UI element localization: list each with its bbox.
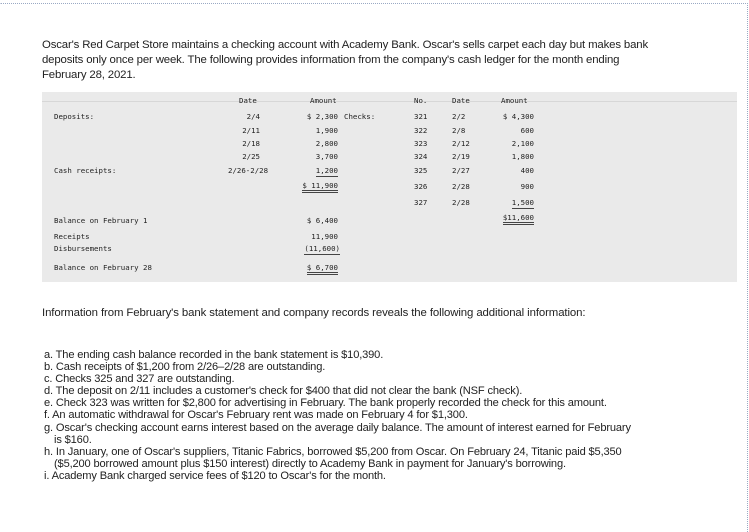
info-item: c. Checks 325 and 327 are outstanding. (44, 373, 235, 386)
header-date-left: Date (239, 96, 257, 105)
check-date: 2/8 (452, 126, 466, 135)
info-item: f. An automatic withdrawal for Oscar's February rent was made on February 4 for $1,300. (44, 409, 468, 422)
check-date: 2/27 (452, 166, 470, 175)
total-receipts: $ 11,900 (302, 181, 338, 193)
check-amount: 600 (520, 126, 534, 135)
intro-paragraph (42, 38, 732, 83)
check-no: 327 (414, 198, 428, 207)
cash-receipts-amount: 1,200 (315, 166, 338, 175)
disbursements-label: Disbursements (54, 244, 112, 253)
deposit-date: 2/25 (242, 152, 260, 161)
check-date: 2/28 (452, 198, 470, 207)
check-date: 2/12 (452, 139, 470, 148)
cash-receipts-label: Cash receipts: (54, 166, 117, 175)
additional-info-heading: Information from February's bank statement and company records reveals the following additional information: (42, 307, 586, 319)
deposit-amount: 1,900 (315, 126, 338, 135)
deposit-amount: $ 2,300 (306, 112, 338, 121)
info-item: a. The ending cash balance recorded in the bank statement is $10,390. (44, 349, 384, 361)
receipts-amount: 11,900 (311, 232, 338, 241)
cash-receipts-date: 2/26-2/28 (228, 166, 269, 175)
header-check-no: No. (414, 96, 428, 105)
disbursements-amount: (11,600) (304, 244, 340, 253)
check-date: 2/28 (452, 182, 470, 191)
check-amount: 1,500 (511, 198, 534, 207)
check-no: 325 (414, 166, 428, 175)
check-amount: 2,100 (511, 139, 534, 148)
check-no: 323 (414, 139, 428, 148)
check-no: 326 (414, 182, 428, 191)
info-item: e. Check 323 was written for $2,800 for advertising in February. The bank properly recorded the check for this amount. (44, 397, 607, 410)
receipts-label: Receipts (54, 232, 90, 241)
intro-line: February 28, 2021. (42, 69, 136, 81)
check-amount: 400 (520, 166, 534, 175)
deposit-amount: 2,800 (315, 139, 338, 148)
info-item: g. Oscar's checking account earns interest based on the average daily balance. The amount of interest earned for February (44, 421, 631, 434)
deposit-amount: 3,700 (315, 152, 338, 161)
additional-info-list (44, 349, 734, 482)
header-amount-left: Amount (310, 96, 337, 105)
deposit-date: 2/11 (242, 126, 260, 135)
deposit-date: 2/4 (246, 112, 260, 121)
balance-feb1-label: Balance on February 1 (54, 216, 148, 225)
check-date: 2/2 (452, 112, 466, 121)
info-item: h. In January, one of Oscar's suppliers, Titanic Fabrics, borrowed $5,200 from Oscar. On February 24, Titanic paid $5,350 (44, 445, 622, 458)
intro-line: deposits only once per week. The following provides information from the company's cash ledger for the month ending (42, 54, 620, 66)
info-item: d. The deposit on 2/11 includes a customer's check for $400 that did not clear the bank (NSF check). (44, 385, 523, 398)
header-separator (42, 101, 737, 102)
info-item: i. Academy Bank charged service fees of $120 to Oscar's for the month. (44, 469, 386, 482)
intro-line: Oscar's Red Carpet Store maintains a checking account with Academy Bank. Oscar's sells carpet each day but makes bank (42, 39, 648, 51)
checks-label: Checks: (344, 112, 376, 121)
check-no: 324 (414, 152, 428, 161)
info-item-continuation: ($5,200 borrowed amount plus $150 interest) directly to Academy Bank in payment for January's borrowing. (54, 457, 566, 470)
check-amount: $ 4,300 (502, 112, 534, 121)
check-date: 2/19 (452, 152, 470, 161)
deposit-date: 2/18 (242, 139, 260, 148)
header-amount-right: Amount (501, 96, 528, 105)
check-amount: 900 (520, 182, 534, 191)
header-date-right: Date (452, 96, 470, 105)
check-no: 322 (414, 126, 428, 135)
balance-feb1-amount: $ 6,400 (306, 216, 338, 225)
cash-ledger-table (42, 92, 737, 282)
check-amount: 1,800 (511, 152, 534, 161)
balance-feb28-label: Balance on February 28 (54, 263, 152, 272)
info-item-continuation: is $160. (54, 433, 92, 446)
check-no: 321 (414, 112, 428, 121)
total-checks: $11,600 (503, 213, 534, 225)
info-item: b. Cash receipts of $1,200 from 2/26–2/28 are outstanding. (44, 361, 326, 374)
balance-feb28-amount: $ 6,700 (307, 263, 338, 275)
deposits-label: Deposits: (54, 112, 95, 121)
